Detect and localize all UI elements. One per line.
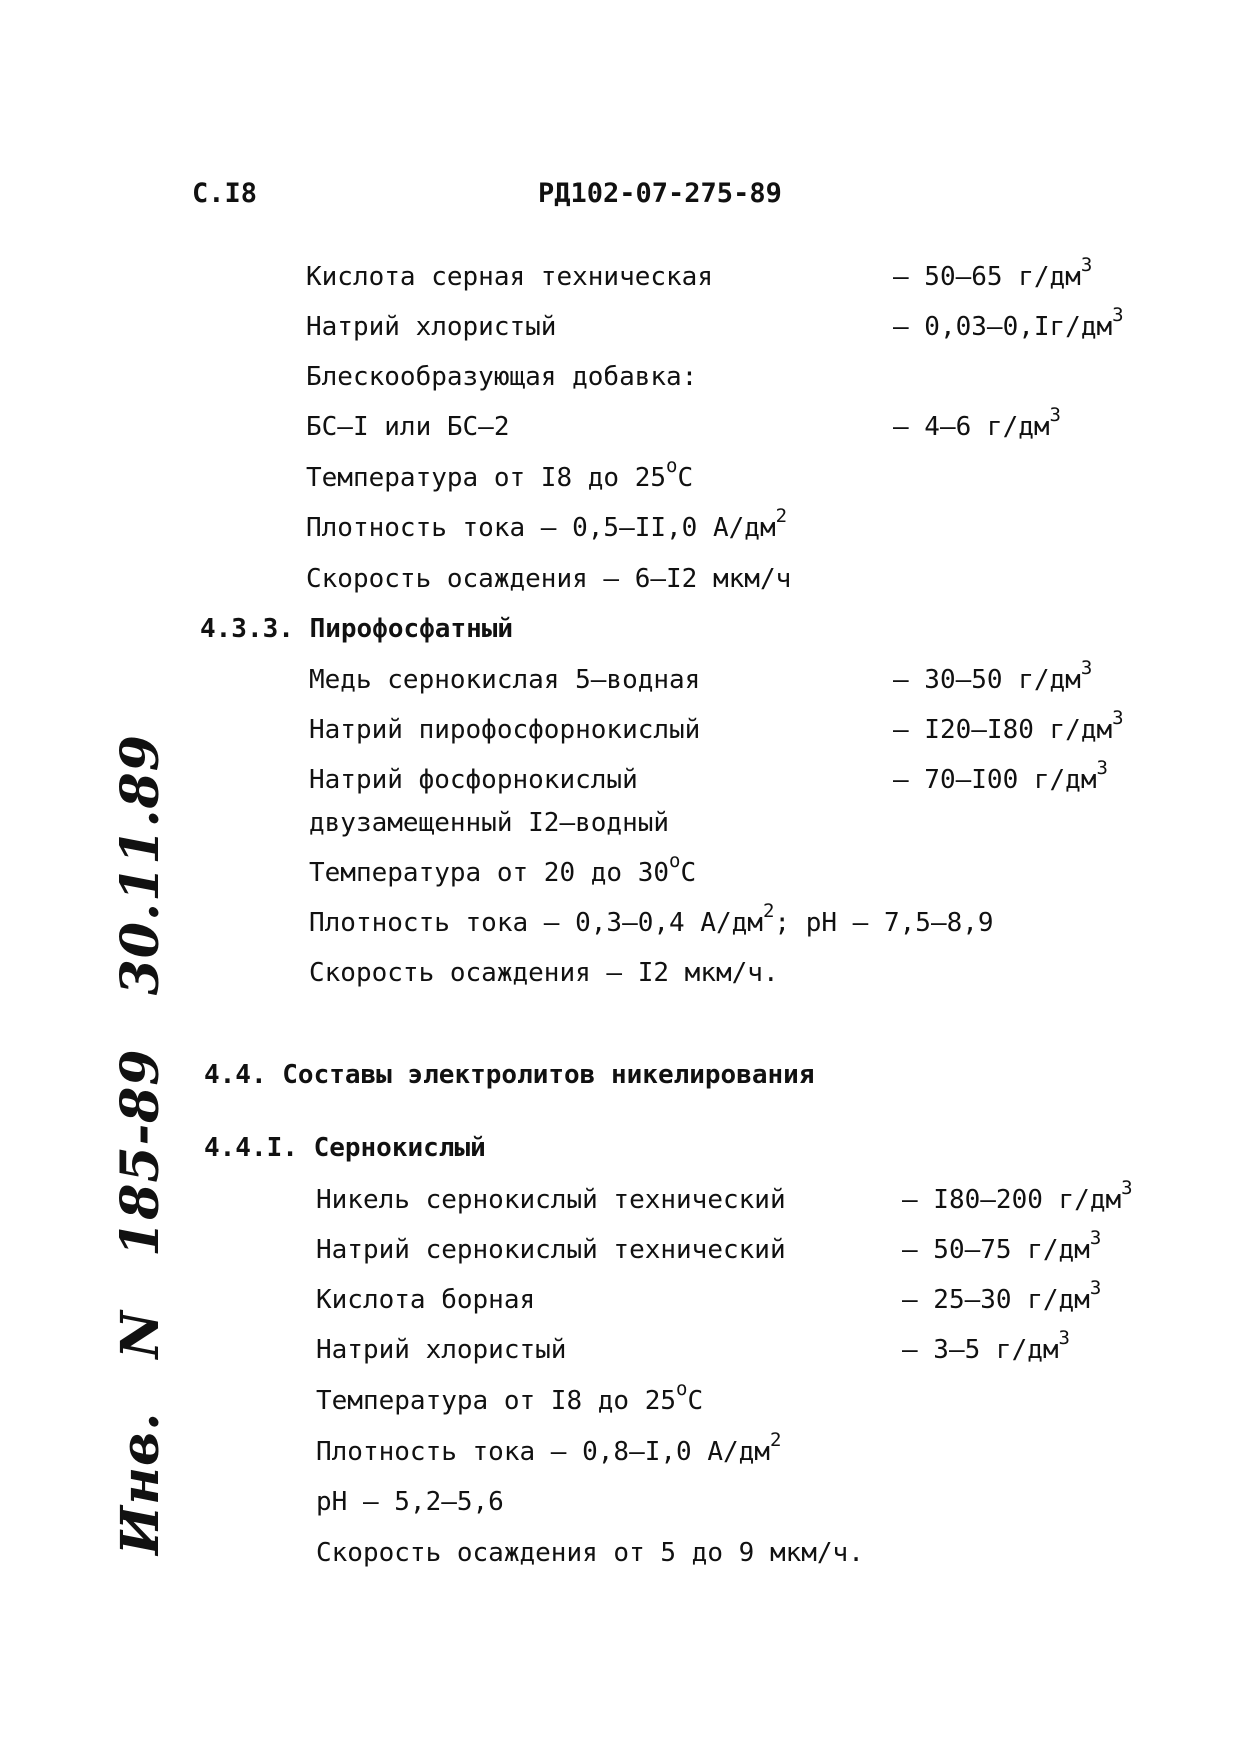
component-name-continued: двузамещенный I2–водный	[309, 808, 670, 838]
ph-line: рН – 5,2–5,6	[316, 1487, 504, 1517]
page-number: С.I8	[192, 178, 258, 209]
component-concentration: – 3–5 $г/дм^3$	[902, 1327, 1070, 1365]
deposition-rate-line: Скорость осаждения от 5 до 9 мкм/ч.	[316, 1538, 864, 1568]
deposition-rate-line: Скорость осаждения – I2 мкм/ч.	[309, 958, 779, 988]
current-density-line: Плотность тока – 0,8–I,0 $А/дм^2$	[316, 1429, 782, 1467]
component-concentration: – 50–75 $г/дм^3$	[902, 1227, 1102, 1265]
additive-label: Блескообразующая добавка:	[306, 362, 698, 392]
component-concentration: – 25–30 $г/дм^3$	[902, 1277, 1102, 1315]
section-heading: 4.4.I. Сернокислый	[204, 1133, 486, 1163]
current-density-line: Плотность тока – 0,5–II,0 $А/дм^2$	[306, 505, 788, 543]
component-name: Натрий хлористый	[316, 1335, 567, 1365]
temperature-line: Температура от I8 до 25$^o$C	[306, 455, 694, 493]
temperature-line: Температура от I8 до 25$^o$C	[316, 1378, 704, 1416]
section-heading-4-4: 4.4. Составы электролитов никелирования	[204, 1060, 815, 1090]
temperature-line: Температура от 20 до 30$^o$C	[309, 850, 697, 888]
component-concentration: – 50–65 $г/дм^3$	[893, 254, 1093, 292]
component-name: Натрий хлористый	[306, 312, 557, 342]
component-name: Кислота борная	[316, 1285, 536, 1315]
component-concentration: – I20–I80 $г/дм^3$	[893, 707, 1124, 745]
component-name: Натрий сернокислый технический	[316, 1235, 786, 1265]
component-name: Натрий фосфорнокислый	[309, 765, 638, 795]
component-concentration: – I80–200 $г/дм^3$	[902, 1177, 1133, 1215]
component-concentration: – 30–50 $г/дм^3$	[893, 657, 1093, 695]
component-name: БС–I или БС–2	[306, 412, 510, 442]
component-name: Натрий пирофосфорнокислый	[309, 715, 701, 745]
component-name: Медь сернокислая 5–водная	[309, 665, 701, 695]
component-concentration: – 70–I00 $г/дм^3$	[893, 757, 1108, 795]
current-density-line: Плотность тока – 0,3–0,4 $А/дм^2$; рН – 7,5–8,9	[309, 900, 994, 938]
inventory-handwritten-note: Инв. N 185-89 30.11.89	[110, 734, 171, 1555]
component-name: Никель сернокислый технический	[316, 1185, 786, 1215]
component-concentration: – $0,03-0,Iг/дм^3$	[893, 304, 1124, 342]
section-heading: 4.3.3. Пирофосфатный	[200, 614, 514, 644]
deposition-rate-line: Скорость осаждения – 6–I2 мкм/ч	[306, 564, 792, 594]
component-concentration: – 4–6 $г/дм^3$	[893, 404, 1061, 442]
component-name: Кислота серная техническая	[306, 262, 713, 292]
document-code: РД102-07-275-89	[538, 178, 782, 209]
